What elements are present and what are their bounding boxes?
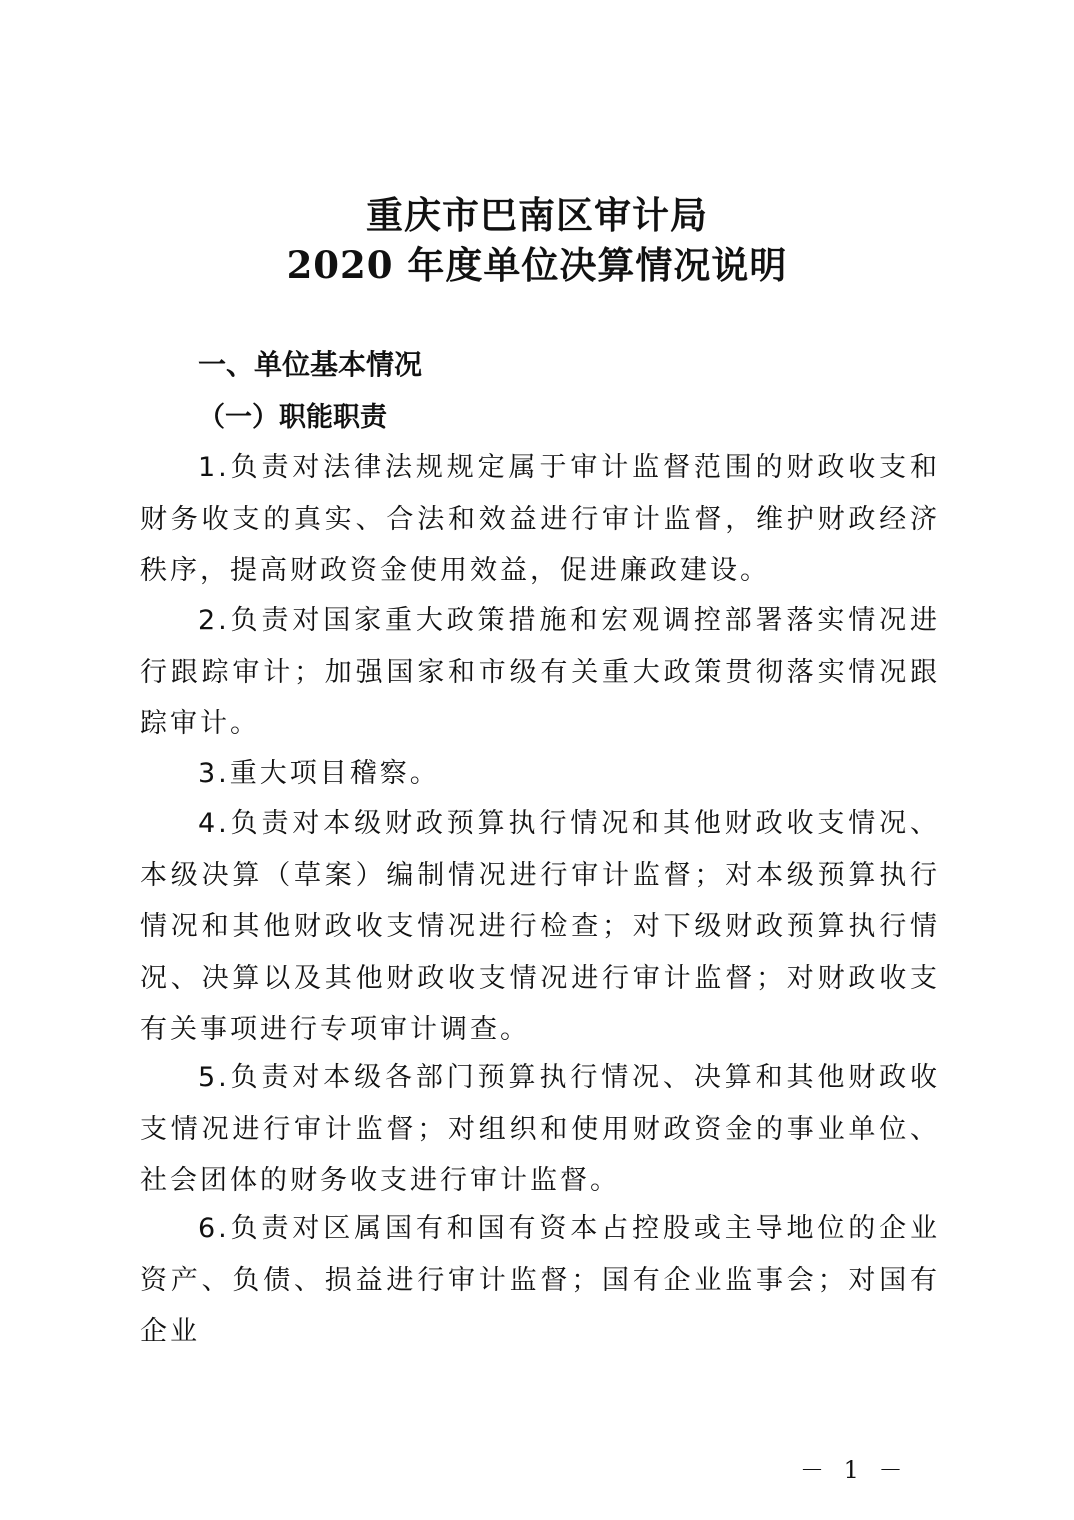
section-heading-basic-info: 一、单位基本情况 <box>198 348 423 381</box>
page-number: － 1 － <box>800 1456 909 1484</box>
document-title-line2: 2020 年度单位决算情况说明 <box>286 243 788 287</box>
paragraph-duty-3: 3.重大项目稽察。 <box>198 758 440 789</box>
paragraph-duty-4: 4.负责对本级财政预算执行情况和其他财政收支情况、本级决算（草案）编制情况进行审计监督；对本级预算执行情况和其他财政收支情况进行检查；对下级财政预算执行情况、决算以及其他财政收支情况进行审计监督；对财政收支有关事项进行专项审计调查。 <box>140 808 940 1045</box>
paragraph-duty-1: 1.负责对法律法规规定属于审计监督范围的财政收支和财务收支的真实、合法和效益进行审计监督，维护财政经济秩序，提高财政资金使用效益，促进廉政建设。 <box>140 452 940 586</box>
subsection-heading-duties: （一）职能职责 <box>198 402 387 433</box>
document-title-line1: 重庆市巴南区审计局 <box>366 193 708 237</box>
paragraph-duty-6: 6.负责对区属国有和国有资本占控股或主导地位的企业资产、负债、损益进行审计监督；国有企业监事会；对国有企业 <box>140 1213 940 1347</box>
paragraph-duty-2: 2.负责对国家重大政策措施和宏观调控部署落实情况进行跟踪审计；加强国家和市级有关重大政策贯彻落实情况跟踪审计。 <box>140 605 940 739</box>
paragraph-duty-5: 5.负责对本级各部门预算执行情况、决算和其他财政收支情况进行审计监督；对组织和使用财政资金的事业单位、社会团体的财务收支进行审计监督。 <box>140 1062 940 1196</box>
